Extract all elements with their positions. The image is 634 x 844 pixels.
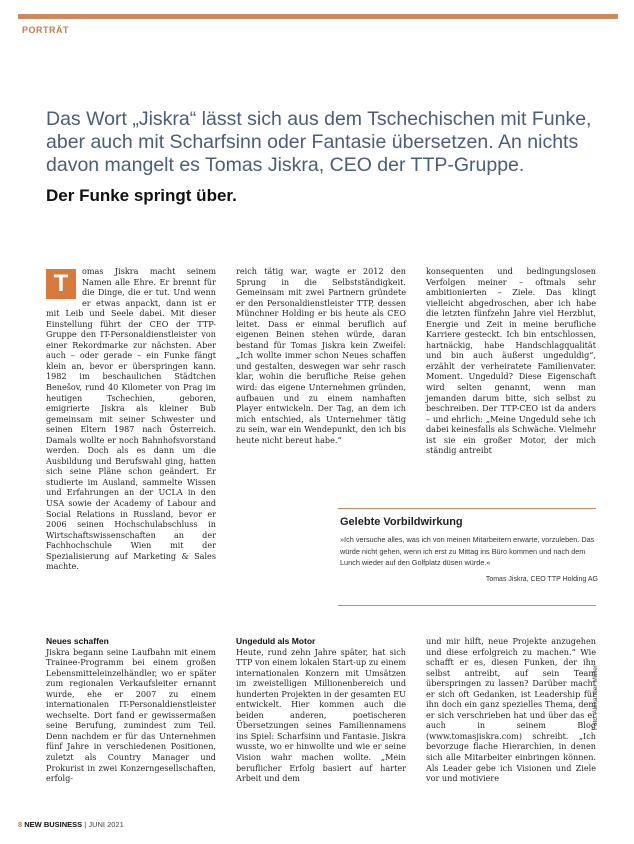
section-label: PORTRÄT [22, 25, 69, 35]
photo-credit: Foto: Alexander Müller [592, 664, 599, 730]
page-footer [18, 820, 124, 829]
col2-paragraph-2: Heute, rund zehn Jahre später, hat sich TTP von einem lokalen Start-up zu einem internationalen Konzern mit Umsätzen im zweistelligen Millionenbereich und hunderten Projekten in der gesamten EU entwickelt. Hier kommen auch die beiden anderen, poetischeren Übersetzungen seines Familiennamens ins Spiel: Scharfsinn und Fantasie. Jiskra wusste, wo er hinwollte und wie er seine Vision wahr machen wollte. „Mein beruflicher Erfolg basiert auf harter Arbeit und dem [236, 646, 406, 784]
column-1 [46, 266, 216, 572]
subheading-ungeduld: Ungeduld als Motor [236, 636, 316, 646]
magazine-name: NEW BUSINESS [24, 820, 83, 829]
article-title: Der Funke springt über. [46, 186, 237, 205]
quote-rule-top [338, 508, 596, 509]
quote-author: Tomas Jiskra, CEO TTP Holding AG [485, 575, 598, 583]
pull-quote [340, 516, 598, 583]
column-1-lower [46, 636, 216, 784]
page-number: 8 [18, 820, 23, 829]
quote-rule-bottom [338, 605, 596, 606]
col1-paragraph-1: omas Jiskra macht seinem Namen alle Ehre. Er brennt für die Dinge, die er tut. Und wenn er etwas anpackt, dann ist er mit Leib und Seele dabei. Mit dieser Einstellung führt der CEO der TTP-Gruppe den IT-Personaldienstleister von einer Rekordmarke zur nächsten. Aber auch – oder gerade – ein Funke fängt klein an, bevor er überspringen kann. 1982 im beschaulichen Städtchen Benešov, rund 40 Kilometer von Prag im heutigen Tschechien, geboren, emigrierte Jiskra als kleiner Bub gemeinsam mit seiner Schwester und seinen Eltern 1987 nach Österreich. Damals wollte er noch Bahnhofsvorstand werden. Doch als es dann um die Ausbildung und Berufswahl ging, hatten sich seine Pläne schon geändert. Er studierte im Ausland, sammelte Wissen und Erfahrungen an der UCLA in den USA sowie der Academy of Labour and Social Relations in Russland, bevor er 2006 seinen Hochschulabschluss in Wirtschaftswissenschaften an der Fachhochschule Wien mit der Spezialisierung auf Marketing & Sales machte. [46, 266, 216, 572]
quote-text: »Ich versuche alles, was ich von meinen Mitarbeitern erwarte, vorzuleben. Das würde nicht gehen, wenn ich erst zu Mittag ins Büro kommen und nach dem Lunch wieder auf den Golfplatz düsen würde.« [340, 535, 595, 567]
issue-date: | JUNI 2021 [84, 820, 124, 829]
col3-paragraph-1: konsequenten und bedingungslosen Verfolgen meiner – oftmals sehr ambitionierten – Ziele. Das klingt vielleicht abgedroschen, aber ich habe die letzten fünfzehn Jahre viel Herzblut, Energie und Zeit in meine berufliche Karriere gesteckt. Ich bin entschlossen, hartnäckig, habe Handschlagqualität und bin auch äußerst ungeduldig“, erzählt der verheiratete Familienvater. Moment. Ungeduld? Diese Eigenschaft wird selten genannt, wenn man jemanden darum bitte, sich selbst zu beschreiben. Der TTP-CEO ist da anders – und ehrlich: „Meine Ungeduld sehe ich dabei keinesfalls als Schwäche. Vielmehr ist sie ein großer Motor, der mich ständig antreibt [426, 266, 596, 456]
col3-paragraph-2: und mir hilft, neue Projekte anzugehen und diese erfolgreich zu machen.“ Wie schafft er es, diesen Funken, der ihn selbst antreibt, auf sein Team überspringen zu lassen? Darüber macht er sich oft Gedanken, ist Leadership für ihn doch ein ganz spezielles Thema, dem er sich verschrieben hat und über das er auch in seinem Blog (www.tomasjiskra.com) schreibt. „Ich bevorzuge flache Hierarchien, in denen sich alle Mitarbeiter einbringen können. Als Leader gebe ich Visionen und Ziele vor und motiviere [426, 636, 596, 784]
subheading-neues-schaffen: Neues schaffen [46, 636, 109, 646]
drop-cap: T [46, 269, 76, 299]
top-accent-bar [18, 14, 618, 19]
quote-title: Gelebte Vorbildwirkung [340, 516, 463, 528]
column-2-lower [236, 636, 406, 784]
column-3 [426, 266, 596, 456]
lead-paragraph: Das Wort „Jiskra“ lässt sich aus dem Tschechischen mit Funke, aber auch mit Scharfsinn oder Fantasie übersetzen. An nichts davon mangelt es Tomas Jiskra, CEO der TTP-Gruppe. [46, 108, 592, 176]
col2-paragraph-1: reich tätig war, wagte er 2012 den Sprung in die Selbstständigkeit. Gemeinsam mit zwei Partnern gründete er den Personaldienstleister TTP, dessen Münchner Holding er bis heute als CEO leitet. Dass er einmal beruflich auf eigenen Beinen stehen würde, daran bestand für Tomas Jiskra kein Zweifel: „Ich wollte immer schon Neues schaffen und gestalten, deswegen war sehr rasch klar, wohin die berufliche Reise gehen wird: das eigene Unternehmen gründen, aufbauen und zu einem namhaften Player entwickeln. Der Tag, an dem ich mich entschied, als Unternehmer tätig zu sein, war ein Wendepunkt, den ich bis heute nicht bereut habe.“ [236, 266, 406, 445]
top-rule [18, 14, 618, 38]
col1-paragraph-2: Jiskra begann seine Laufbahn mit einem Trainee-Programm bei einem großen Lebensmitteleinzelhändler, wo er später zum regionalen Verkaufsleiter ernannt wurde, ehe er 2007 zu einem internationalen IT-Personaldienstleister wechselte. Dort fand er gewissermaßen seine Berufung, zumindest zum Teil. Denn nachdem er für das Unternehmen fünf Jahre in verschiedenen Positionen, zuletzt als Country Manager und Prokurist in zwei Konzerngesellschaften, erfolg- [46, 646, 216, 784]
column-2 [236, 266, 406, 445]
column-3-lower [426, 636, 596, 784]
